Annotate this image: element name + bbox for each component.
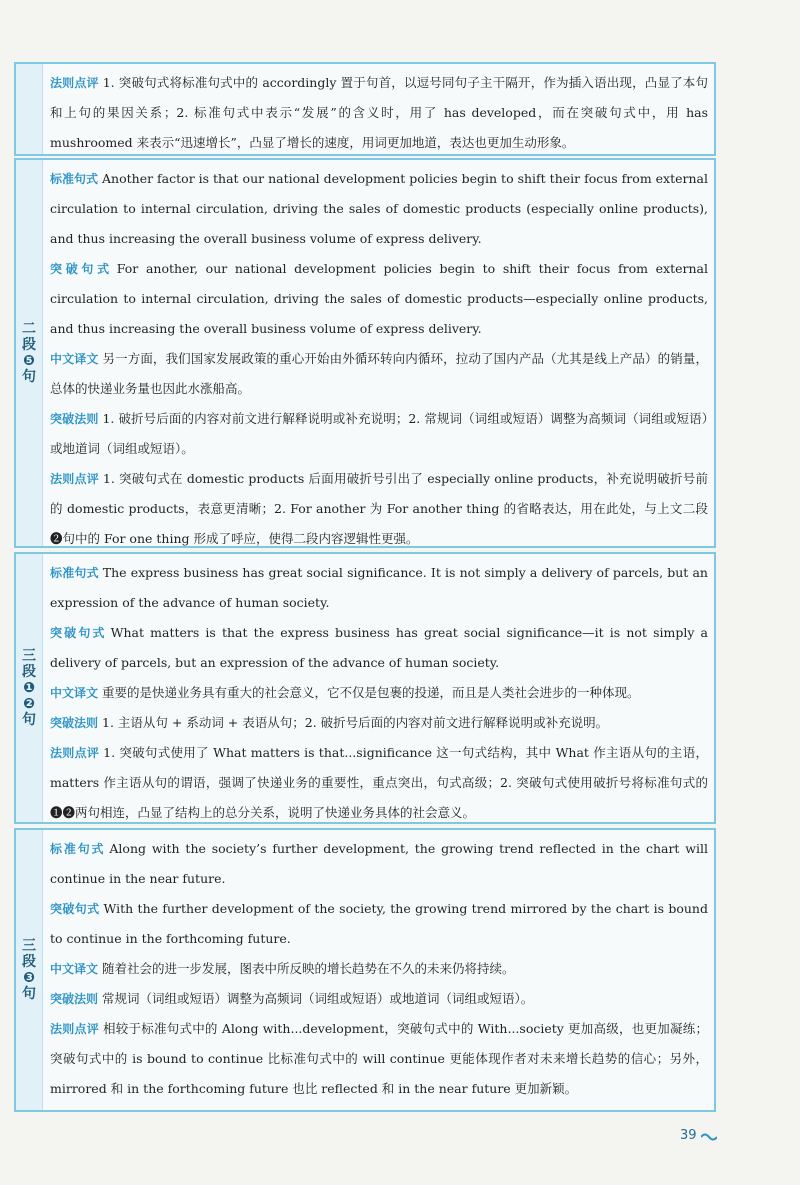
row-tag: 突破法则 (50, 716, 99, 730)
row-text: 随着社会的进一步发展，图表中所反映的增长趋势在不久的未来仍将持续。 (102, 961, 515, 976)
row-tag: 标准句式 (50, 172, 99, 186)
block-para2-sentence5 (14, 158, 716, 548)
row-text: 1. 突破句式使用了 What matters is that...significance 这一句式结构，其中 What 作主语从句的主语，matters 作主语从句的谓语，强调了快递业务的重要性，重点突出，句式高级；2. 突破句式使用破折号将标准句式的❶❷两句相连，凸显了结构上的总分关系，说明了快递业务具体的社会意义。 (50, 745, 708, 820)
row-text: 重要的是快递业务具有重大的社会意义，它不仅是包裹的投递，而且是人类社会进步的一种体现。 (102, 685, 640, 700)
translation-row (50, 678, 708, 708)
rule-comment-row (50, 1014, 708, 1104)
row-text: The express business has great social significance. It is not simply a delivery of parcels, but an expression of the advance of human society. (50, 565, 708, 610)
translation-row (50, 344, 708, 404)
breakthrough-rule-row (50, 708, 708, 738)
row-text: What matters is that the express business has great social significance—it is not simply a delivery of parcels, but an expression of the advance of human society. (50, 625, 708, 670)
row-text: Another factor is that our national development policies begin to shift their focus from external circulation to internal circulation, driving the sales of domestic products (especially online products), and thus increasing the overall business volume of express delivery. (50, 171, 708, 246)
row-text: 1. 主语从句 + 系动词 + 表语从句；2. 破折号后面的内容对前文进行解释说明或补充说明。 (102, 715, 609, 730)
wave-icon (701, 1131, 717, 1141)
row-tag: 法则点评 (50, 472, 99, 486)
row-tag: 法则点评 (50, 76, 99, 90)
row-tag: 法则点评 (50, 1022, 99, 1036)
breakthrough-sentence-row (50, 618, 708, 678)
rule-comment-row (50, 738, 708, 828)
block-para3-sentence12 (14, 552, 716, 824)
row-tag: 突破法则 (50, 992, 99, 1006)
row-text: 1. 破折号后面的内容对前文进行解释说明或补充说明；2. 常规词（词组或短语）调整为高频词（词组或短语）或地道词（词组或短语）。 (50, 411, 708, 456)
rule-comment-row (50, 68, 708, 158)
row-text: 1. 突破句式将标准句式中的 accordingly 置于句首，以逗号同句子主干隔开，作为插入语出现，凸显了本句和上句的果因关系；2. 标准句式中表示“发展”的含义时，用了 has developed，而在突破句式中，用 has mushroomed 来表示“迅速增长”，凸显了增长的速度，用词更加地道，表达也更加生动形象。 (50, 75, 708, 150)
block-rule-comment-top (14, 62, 716, 156)
page-number: 39 (680, 1128, 697, 1143)
row-text: With the further development of the society, the growing trend mirrored by the chart is bound to continue in the forthcoming future. (50, 901, 708, 946)
row-tag: 标准句式 (50, 842, 106, 856)
block-side-bar (16, 160, 43, 546)
row-tag: 中文译文 (50, 962, 99, 976)
row-text: For another, our national development policies begin to shift their focus from external circulation to internal circulation, driving the sales of domestic products—especially online products, and thus increasing the overall business volume of express delivery. (50, 261, 708, 336)
block-side-label: 二段❺句 (22, 321, 36, 385)
standard-sentence-row (50, 558, 708, 618)
block-side-label: 三段❸句 (22, 938, 36, 1002)
row-tag: 突破句式 (50, 902, 100, 916)
block-side-label: 三段❶❷句 (22, 648, 36, 728)
rule-comment-row (50, 464, 708, 554)
block-side-bar (16, 830, 43, 1110)
row-text: 另一方面，我们国家发展政策的重心开始由外循环转向内循环，拉动了国内产品（尤其是线上产品）的销量，总体的快递业务量也因此水涨船高。 (50, 351, 708, 396)
row-tag: 标准句式 (50, 566, 99, 580)
row-text: Along with the society’s further development, the growing trend reflected in the chart will continue in the near future. (50, 841, 708, 886)
standard-sentence-row (50, 164, 708, 254)
breakthrough-rule-row (50, 404, 708, 464)
row-tag: 中文译文 (50, 686, 99, 700)
breakthrough-rule-row (50, 984, 708, 1014)
breakthrough-sentence-row (50, 254, 708, 344)
block-side-bar (16, 554, 43, 822)
row-tag: 突破句式 (50, 262, 113, 276)
row-text: 相较于标准句式中的 Along with...development，突破句式中的 With...society 更加高级，也更加凝练；突破句式中的 is bound to continue 比标准句式中的 will continue 更能体现作者对未来增长趋势的信心；另外，mirrored 和 in the forthcoming future 也比 reflected 和 in the near future 更加新颖。 (50, 1021, 708, 1096)
page-number-area (680, 1128, 717, 1143)
block-side-bar (16, 64, 43, 154)
block-para3-sentence3 (14, 828, 716, 1112)
row-tag: 中文译文 (50, 352, 99, 366)
row-tag: 突破句式 (50, 626, 107, 640)
standard-sentence-row (50, 834, 708, 894)
row-tag: 法则点评 (50, 746, 100, 760)
translation-row (50, 954, 708, 984)
row-text: 1. 突破句式在 domestic products 后面用破折号引出了 especially online products，补充说明破折号前的 domestic products，表意更清晰；2. For another 为 For another thing 的省略表达，用在此处，与上文二段❷句中的 For one thing 形成了呼应，使得二段内容逻辑性更强。 (50, 471, 708, 546)
breakthrough-sentence-row (50, 894, 708, 954)
row-text: 常规词（词组或短语）调整为高频词（词组或短语）或地道词（词组或短语）。 (102, 991, 534, 1006)
row-tag: 突破法则 (50, 412, 99, 426)
